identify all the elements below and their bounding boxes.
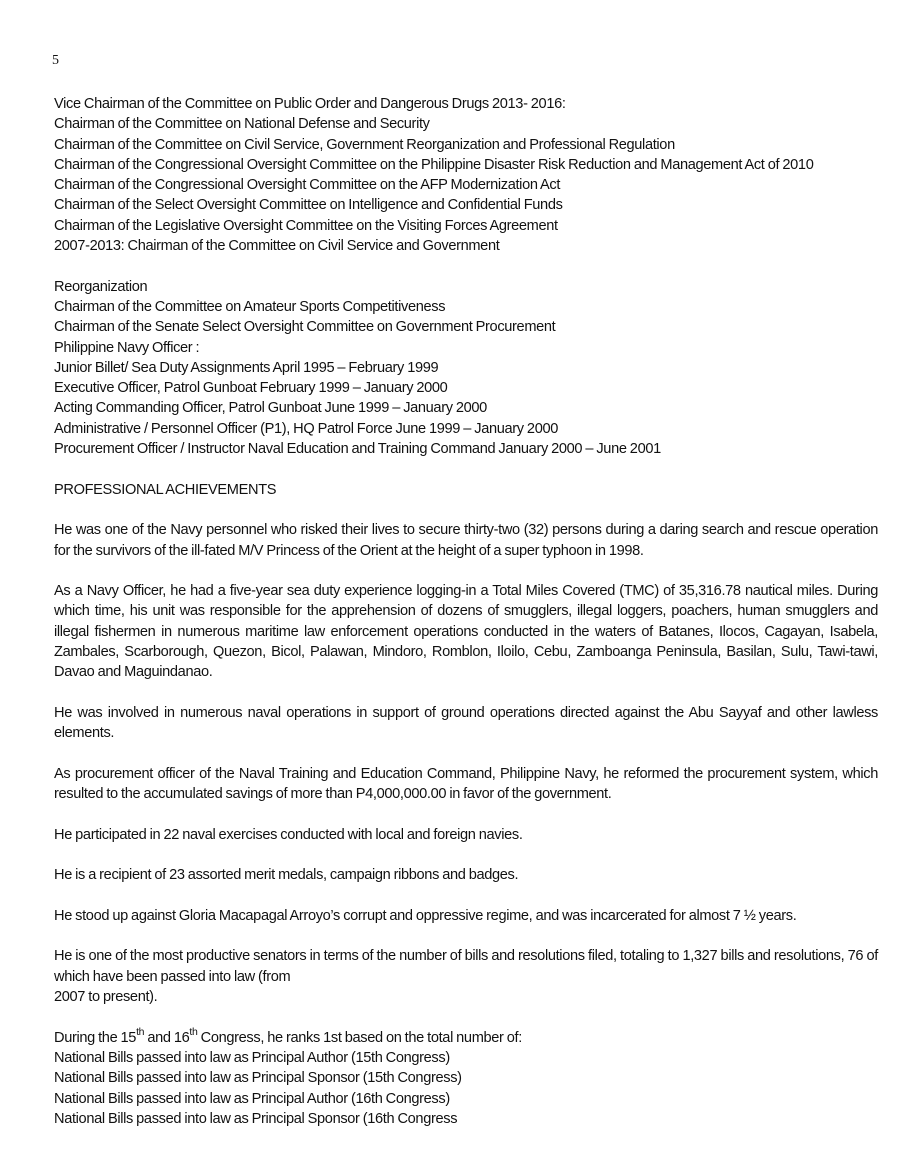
achievement-paragraph: As procurement officer of the Naval Training and Education Command, Philippine Navy, he reformed the procurement system, which resulted to the accumulated savings of more than P4,000,000.00 in favor of the government. xyxy=(54,765,878,803)
position-item: Vice Chairman of the Committee on Public Order and Dangerous Drugs 2013- 2016: xyxy=(54,96,566,112)
spacer xyxy=(54,804,878,824)
document-body xyxy=(54,94,878,1129)
ordinal-superscript: th xyxy=(189,1025,198,1038)
position-item: Chairman of the Senate Select Oversight Committee on Government Procurement xyxy=(54,319,556,336)
ranking-item: National Bills passed into law as Principal Sponsor (15th Congress) xyxy=(54,1070,462,1087)
achievement-paragraph-tail: 2007 to present). xyxy=(54,989,158,1006)
achievement-paragraph: He participated in 22 naval exercises conducted with local and foreign navies. xyxy=(54,826,523,843)
position-item: Chairman of the Committee on Amateur Sports Competitiveness xyxy=(54,298,446,315)
achievement-paragraph: He was one of the Navy personnel who risked their lives to secure thirty-two (32) persons during a daring search and rescue operation for the survivors of the ill-fated M/V Princess of the Orient at the height of a super typhoon in 1998. xyxy=(54,522,878,559)
ranking-item: National Bills passed into law as Principal Author (15th Congress) xyxy=(54,1049,450,1066)
position-item: Philippine Navy Officer : xyxy=(54,339,200,356)
achievement-paragraph: As a Navy Officer, he had a five-year sea duty experience logging-in a Total Miles Covered (TMC) of 35,316.78 nautical miles. During which time, his unit was responsible for the apprehension of dozens of smugglers, illegal loggers, poachers, human smugglers and illegal fishermen in numerous maritime law enforcement operations conducted in the waters of Batanes, Ilocos, Cagayan, Isabela, Zambales, Scarborough, Quezon, Bicol, Palawan, Mindoro, Romblon, Iloilo, Cebu, Zamboanga Peninsula, Basilan, Sulu, Tawi-tawi, Davao and Maguindanao. xyxy=(54,583,878,681)
position-item: Chairman of the Select Oversight Committee on Intelligence and Confidential Funds xyxy=(54,197,563,214)
spacer xyxy=(54,683,878,703)
congress-intro xyxy=(54,1025,878,1048)
ordinal-superscript: th xyxy=(136,1025,145,1038)
spacer xyxy=(54,256,878,276)
congress-intro-text: During the 15 xyxy=(54,1029,137,1046)
position-item: 2007-2013: Chairman of the Committee on Civil Service and Government xyxy=(54,238,500,255)
spacer xyxy=(54,561,878,581)
achievement-paragraph: He is one of the most productive senators in terms of the number of bills and resolutions filed, totaling to 1,327 bills and resolutions, 76 of which have been passed into law (from xyxy=(54,948,878,985)
ranking-item: National Bills passed into law as Principal Sponsor (16th Congress xyxy=(54,1110,458,1127)
rankings-list xyxy=(54,1048,878,1129)
positions-list xyxy=(54,94,878,256)
position-item: Chairman of the Legislative Oversight Committee on the Visiting Forces Agreement xyxy=(54,217,558,234)
position-item: Executive Officer, Patrol Gunboat February 1999 – January 2000 xyxy=(54,380,448,397)
achievement-paragraph: He stood up against Gloria Macapagal Arroyo’s corrupt and oppressive regime, and was incarcerated for almost 7 ½ years. xyxy=(54,907,797,924)
spacer xyxy=(54,1007,878,1027)
position-item: Junior Billet/ Sea Duty Assignments April 1995 – February 1999 xyxy=(54,359,439,376)
position-item: Chairman of the Congressional Oversight Committee on the AFP Modernization Act xyxy=(54,177,561,194)
spacer xyxy=(54,886,878,906)
spacer xyxy=(54,744,878,764)
congress-intro-text: and 16 xyxy=(144,1029,190,1046)
section-heading: PROFESSIONAL ACHIEVEMENTS xyxy=(54,481,277,498)
achievement-paragraph: He is a recipient of 23 assorted merit medals, campaign ribbons and badges. xyxy=(54,867,519,884)
ranking-item: National Bills passed into law as Principal Author (16th Congress) xyxy=(54,1090,450,1107)
position-item: Chairman of the Congressional Oversight Committee on the Philippine Disaster Risk Reduction and Management Act of 2010 xyxy=(54,156,814,173)
position-item: Reorganization xyxy=(54,278,148,295)
position-item: Procurement Officer / Instructor Naval Education and Training Command January 2000 – June 2001 xyxy=(54,441,661,458)
congress-intro-text: Congress, he ranks 1st based on the total number of: xyxy=(197,1029,522,1046)
position-item: Acting Commanding Officer, Patrol Gunboat June 1999 – January 2000 xyxy=(54,400,487,417)
spacer xyxy=(54,500,878,520)
position-item: Chairman of the Committee on National Defense and Security xyxy=(54,116,430,133)
spacer xyxy=(54,845,878,865)
page-number: 5 xyxy=(52,53,59,68)
achievement-paragraph: He was involved in numerous naval operations in support of ground operations directed against the Abu Sayyaf and other lawless elements. xyxy=(54,704,878,742)
spacer xyxy=(54,459,878,479)
position-item: Administrative / Personnel Officer (P1), HQ Patrol Force June 1999 – January 2000 xyxy=(54,420,558,437)
position-item: Chairman of the Committee on Civil Service, Government Reorganization and Professional Regulation xyxy=(54,136,675,153)
positions-list-continued xyxy=(54,277,878,460)
spacer xyxy=(54,926,878,946)
